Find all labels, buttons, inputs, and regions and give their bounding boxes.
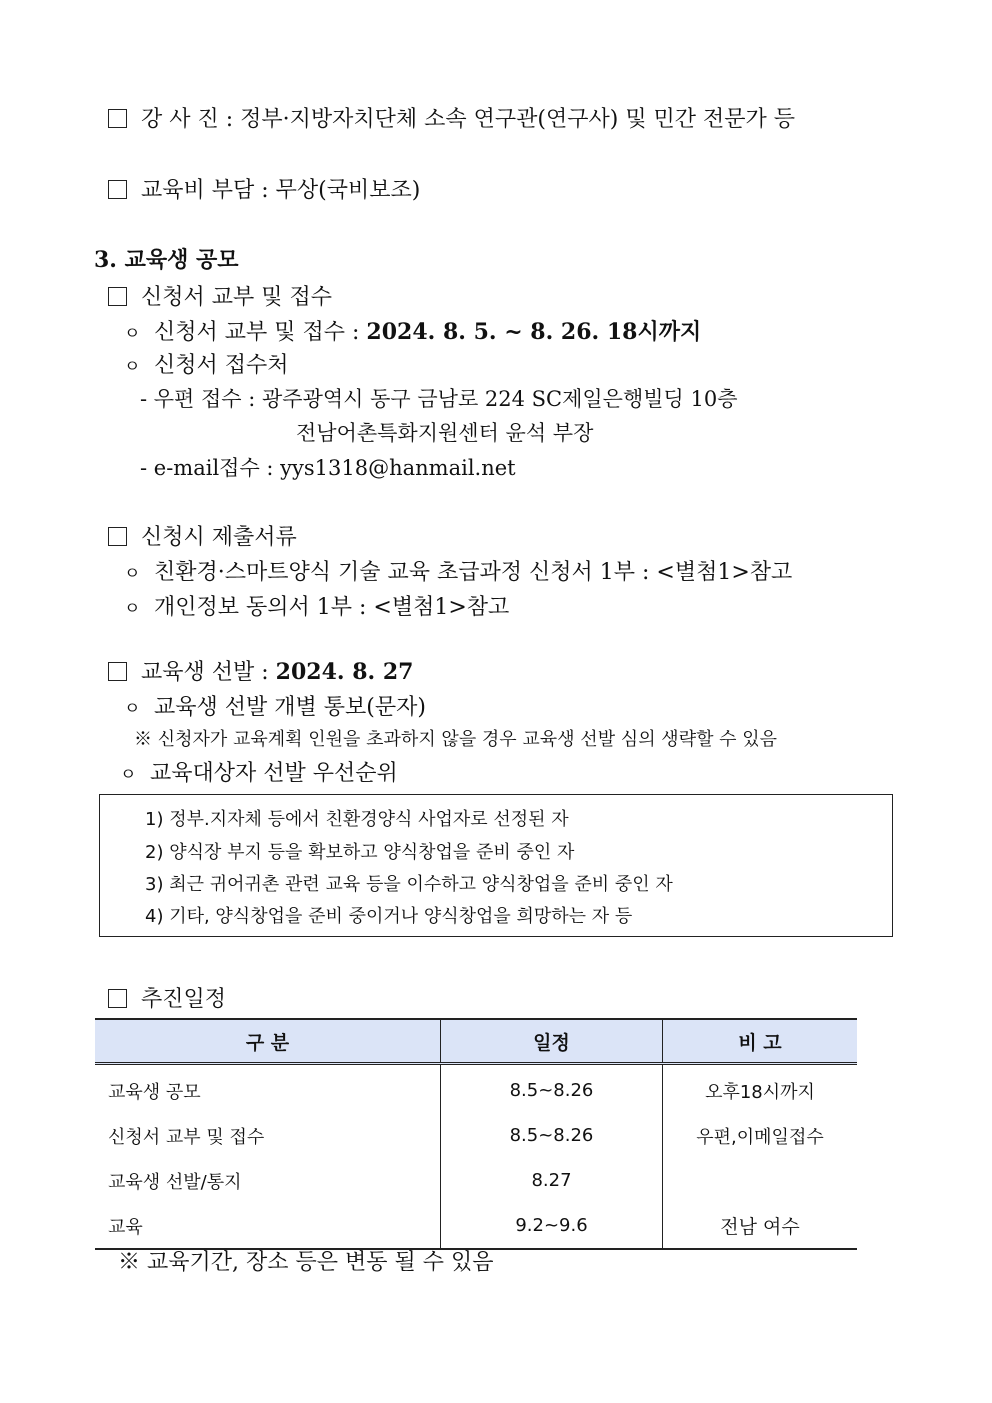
- circle-bullet-icon: ㅇ: [124, 357, 141, 377]
- mail-line-2: 전남어촌특화지원센터 윤석 부장: [296, 421, 594, 445]
- cell-date: 8.5~8.26: [441, 1113, 663, 1158]
- section-heading: 3. 교육생 공모: [94, 247, 239, 273]
- circle-bullet-icon: ㅇ: [120, 765, 137, 785]
- table-row: [95, 1064, 857, 1114]
- table-header-row: [95, 1019, 857, 1064]
- checkbox-square-icon: [108, 989, 127, 1008]
- place-label: 신청서 접수처: [154, 353, 289, 378]
- email-line: - e-mail접수 : yys1318@hanmail.net: [140, 456, 516, 480]
- selection-line: [108, 655, 413, 686]
- schedule-heading-text: 추진일정: [141, 987, 227, 1012]
- selection-notify: [124, 690, 426, 721]
- priority-item: 2) 양식장 부지 등을 확보하고 양식창업을 준비 중인 자: [145, 842, 575, 863]
- documents-heading-text: 신청시 제출서류: [141, 525, 297, 550]
- circle-bullet-icon: ㅇ: [124, 564, 141, 584]
- priority-item: 4) 기타, 양식창업을 준비 중이거나 양식창업을 희망하는 자 등: [145, 906, 633, 927]
- selection-note: ※ 신청자가 교육계획 인원을 초과하지 않을 경우 교육생 선발 심의 생략할 수 있음: [134, 729, 778, 750]
- cell-category: 교육: [95, 1203, 441, 1249]
- schedule-footnote: ※ 교육기간, 장소 등은 변동 될 수 있음: [118, 1250, 494, 1275]
- schedule-heading: [108, 982, 226, 1013]
- application-period: [124, 315, 701, 346]
- mail-line-1: - 우편 접수 : 광주광역시 동구 금남로 224 SC제일은행빌딩 10층: [140, 387, 738, 411]
- document-item-text: 친환경·스마트양식 기술 교육 초급과정 신청서 1부 : <별첨1>참고: [154, 560, 793, 585]
- cell-note: [663, 1158, 858, 1203]
- application-heading: [108, 280, 332, 311]
- checkbox-square-icon: [108, 287, 127, 306]
- schedule-table: [95, 1018, 857, 1250]
- documents-heading: [108, 520, 297, 551]
- fee-text: 교육비 부담 : 무상(국비보조): [141, 178, 421, 203]
- table-row: [95, 1158, 857, 1203]
- checkbox-square-icon: [108, 180, 127, 199]
- priority-heading: [120, 756, 398, 787]
- header-note: 비 고: [663, 1019, 858, 1064]
- table-row: [95, 1113, 857, 1158]
- instructors-line: [108, 102, 795, 133]
- instructors-text: 강 사 진 : 정부·지방자치단체 소속 연구관(연구사) 및 민간 전문가 등: [141, 107, 796, 132]
- priority-item: 1) 정부.지자체 등에서 친환경양식 사업자로 선정된 자: [145, 809, 569, 830]
- cell-category: 교육생 공모: [95, 1064, 441, 1114]
- cell-date: 8.5~8.26: [441, 1064, 663, 1114]
- checkbox-square-icon: [108, 527, 127, 546]
- selection-notify-text: 교육생 선발 개별 통보(문자): [154, 695, 426, 720]
- cell-category: 교육생 선발/통지: [95, 1158, 441, 1203]
- priority-box: [99, 794, 893, 937]
- circle-bullet-icon: ㅇ: [124, 599, 141, 619]
- header-category: 구 분: [95, 1019, 441, 1064]
- header-date: 일정: [441, 1019, 663, 1064]
- checkbox-square-icon: [108, 662, 127, 681]
- selection-label: 교육생 선발 :: [141, 660, 276, 685]
- document-item-text: 개인정보 동의서 1부 : <별첨1>참고: [154, 595, 510, 620]
- cell-note: 전남 여수: [663, 1203, 858, 1249]
- checkbox-square-icon: [108, 109, 127, 128]
- application-heading-text: 신청서 교부 및 접수: [141, 285, 332, 310]
- cell-date: 8.27: [441, 1158, 663, 1203]
- application-place: [124, 348, 289, 379]
- fee-line: [108, 173, 420, 204]
- circle-bullet-icon: ㅇ: [124, 699, 141, 719]
- cell-date: 9.2~9.6: [441, 1203, 663, 1249]
- document-item-1: [124, 555, 792, 586]
- period-label: 신청서 교부 및 접수 :: [154, 320, 367, 345]
- period-value: 2024. 8. 5. ~ 8. 26. 18시까지: [366, 319, 702, 345]
- cell-note: 오후18시까지: [705, 1081, 815, 1103]
- priority-heading-text: 교육대상자 선발 우선순위: [150, 761, 398, 786]
- circle-bullet-icon: ㅇ: [124, 324, 141, 344]
- document-item-2: [124, 590, 509, 621]
- cell-note: 우편,이메일접수: [696, 1126, 824, 1148]
- table-row: [95, 1203, 857, 1249]
- priority-item: 3) 최근 귀어귀촌 관련 교육 등을 이수하고 양식창업을 준비 중인 자: [145, 874, 673, 895]
- cell-category: 신청서 교부 및 접수: [95, 1113, 441, 1158]
- selection-date: 2024. 8. 27: [275, 659, 414, 685]
